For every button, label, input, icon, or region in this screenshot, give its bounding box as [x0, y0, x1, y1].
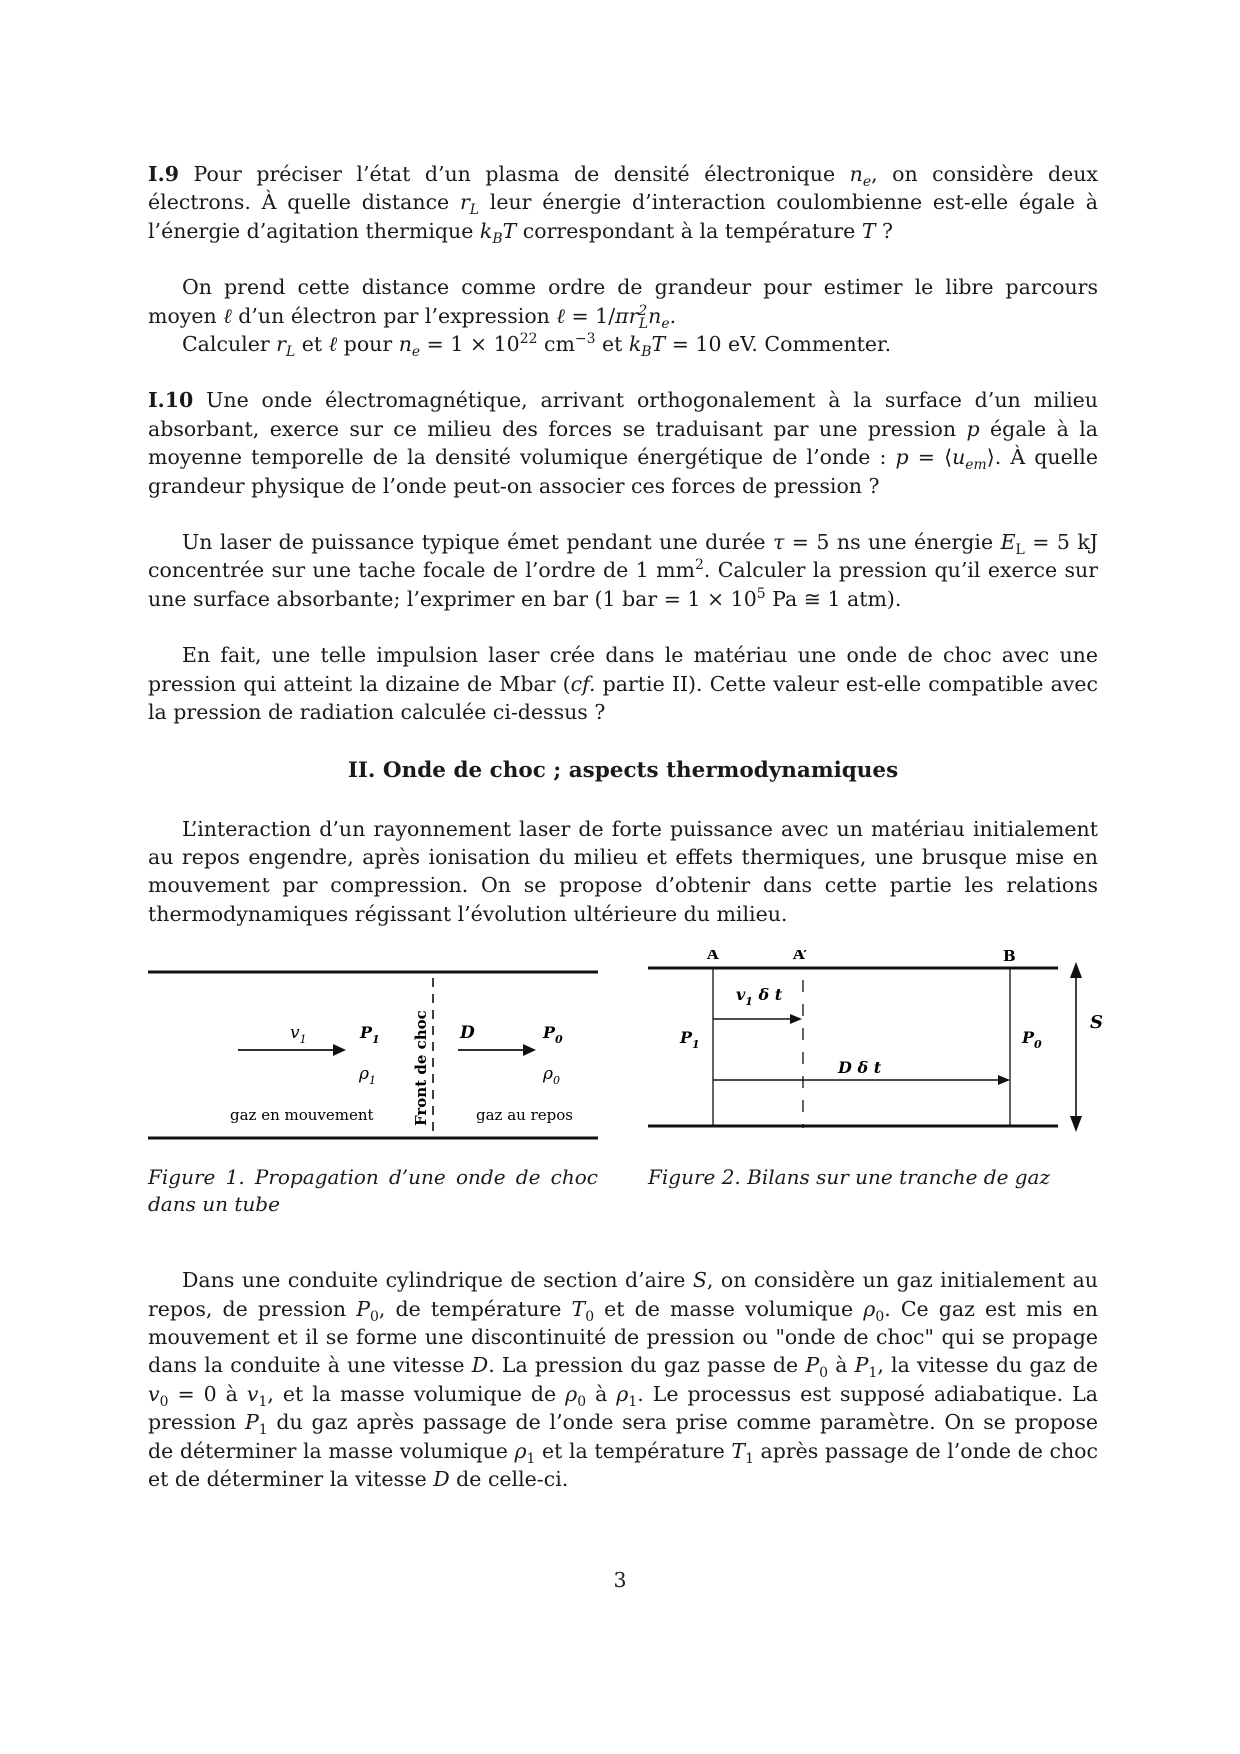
page-number: 3: [613, 1568, 627, 1592]
fig2-ddt-label: D δ t: [838, 1058, 882, 1078]
section-title: II. Onde de choc ; aspects thermodynamiques: [347, 757, 899, 783]
fig2-b-label: B: [1003, 950, 1016, 966]
paragraph-shock-pressure: En fait, une telle impulsion laser crée dans le matériau une onde de choc avec une pression qui atteint la dizaine de Mbar (cf. partie II). Cette valeur est-elle compatible avec la pression de radiation calculée ci-dessus ?: [148, 643, 1098, 725]
fig1-moving-gas-label: gaz en mouvement: [230, 1106, 374, 1125]
figure-1-caption: Figure 1. Propagation d’une onde de choc dans un tube: [148, 1164, 598, 1216]
fig1-v1-label: $v_1$: [290, 1023, 307, 1047]
question-1-10: I.10 Une onde électromagnétique, arrivant orthogonalement à la surface d’un milieu absorbant, exerce sur ce milieu des forces se traduisant par une pression p égale à la moyenne temporelle de la densité volumique énergétique de l’onde : $p = ⟨u_{em}⟩$. À quelle grandeur physique de l’onde peut-on associer ces forces de pression ?: [148, 388, 1098, 498]
paragraph-calculate: Calculer $r_L$ et ℓ pour $n_e = 1 \times 10^{22}$ $cm^{-3}$ et $k_BT = 10$ eV. Commenter.: [182, 331, 892, 361]
section-intro: L’interaction d’un rayonnement laser de forte puissance avec un matériau initialement au repos engendre, après ionisation du milieu et effets thermiques, une brusque mise en mouvement par compression. On se propose d’obtenir dans cette partie les relations thermodynamiques régissant l’évolution ultérieure du milieu.: [148, 816, 1098, 926]
fig1-p1-label: $P_1$: [360, 1023, 380, 1047]
figure-2-diagram: [648, 950, 1108, 1150]
fig2-p0-label: $P_0$: [1022, 1028, 1042, 1052]
paragraph-laser: Un laser de puissance typique émet pendant une durée τ = 5 ns une énergie $E_L = 5$ kJ concentrée sur une tache focale de l’ordre de 1 $mm^2$. Calculer la pression qu’il exerce sur une surface absorbante; l’exprimer en bar (1 bar = $1 \times 10^5$ Pa ≅ 1 atm).: [148, 530, 1098, 611]
fig1-rho0-label: $\rho_0$: [543, 1064, 560, 1088]
fig2-a-prime-label: A’: [793, 950, 809, 964]
figure-1-diagram: [148, 950, 598, 1150]
page-body: [148, 160, 1103, 1493]
question-1-9: I.9 Pour préciser l’état d’un plasma de densité électronique $n_e$, on considère deux électrons. À quelle distance $r_L$ leur énergie d’interaction coulombienne est-elle égale à l’énergie d’agitation thermique $k_BT$ correspondant à la température T ?: [148, 162, 1098, 247]
paragraph-mean-free-path: On prend cette distance comme ordre de grandeur pour estimer le libre parcours moyen ℓ d’un électron par l’expression ℓ = $1/\pi r^2_Ln_e$.: [148, 275, 1098, 332]
fig2-v1dt-label: $v_1$ δ t: [736, 985, 783, 1009]
fig1-front-label: Front de choc: [412, 1010, 430, 1127]
fig2-p1-label: $P_1$: [680, 1028, 700, 1052]
figure-2-caption: Figure 2. Bilans sur une tranche de gaz: [648, 1164, 1051, 1189]
fig1-rho1-label: $\rho_1$: [359, 1064, 376, 1088]
fig2-a-label: A: [707, 950, 719, 964]
fig1-p0-label: $P_0$: [543, 1023, 563, 1047]
question-number: I.10: [148, 388, 194, 413]
figure-2: [648, 950, 1108, 1190]
question-number: I.9: [148, 162, 179, 186]
final-paragraph: Dans une conduite cylindrique de section d’aire S, on considère un gaz initialement au repos, de pression $P_0$, de température $T_0$ et de masse volumique $\rho_0$. Ce gaz est mis en mouvement et il se forme une discontinuité de pression ou "onde de choc" qui se propage dans la conduite à une vitesse D. La pression du gaz passe de $P_0$ à $P_1$, la vitesse du gaz de $v_0 = 0$ à $v_1$, et la masse volumique de $\rho_0$ à $\rho_1$. Le processus est supposé adiabatique. La pression $P_1$ du gaz après passage de l’onde sera prise comme paramètre. On se propose de déterminer la masse volumique $\rho_1$ et la température $T_1$ après passage de l’onde de choc et de déterminer la vitesse D de celle-ci.: [148, 1268, 1099, 1491]
fig1-d-label: D: [460, 1023, 475, 1044]
figure-1: [148, 950, 598, 1217]
figures: [148, 950, 1103, 1250]
fig2-s-label: S: [1090, 1012, 1103, 1034]
fig1-rest-gas-label: gaz au repos: [476, 1106, 573, 1125]
